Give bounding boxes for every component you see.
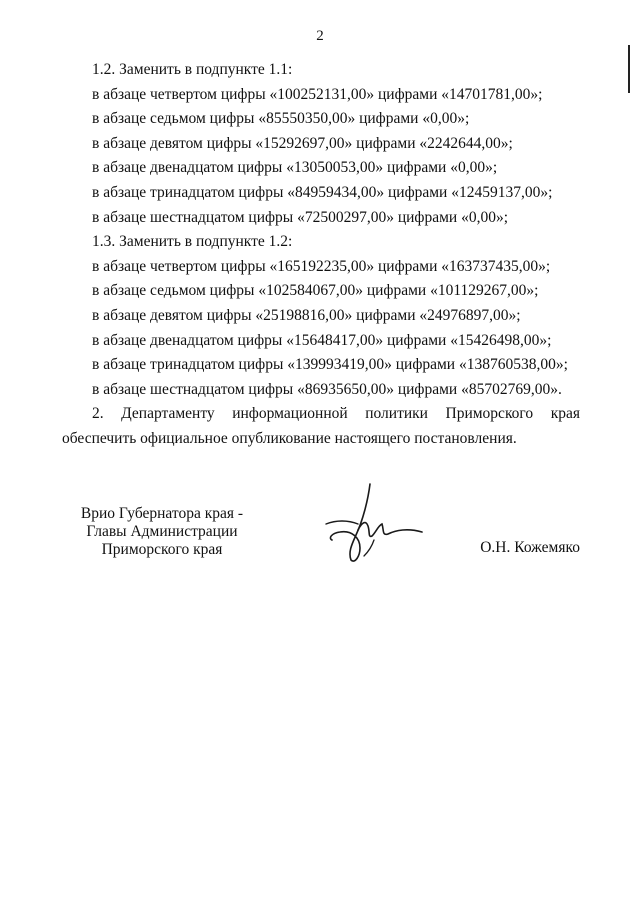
paragraph-line: в абзаце тринадцатом цифры «84959434,00» цифрами «12459137,00»; [92, 183, 553, 201]
page-number: 2 [316, 28, 324, 44]
final-paragraph-line2: обеспечить официальное опубликование настоящего постановления. [62, 429, 517, 447]
paragraph-line: в абзаце двенадцатом цифры «15648417,00» цифрами «15426498,00»; [92, 331, 552, 349]
signatory-title-line2: Главы Администрации [86, 523, 238, 540]
paragraph-line: в абзаце шестнадцатом цифры «72500297,00» цифрами «0,00»; [92, 208, 509, 226]
paragraph-line: в абзаце девятом цифры «25198816,00» цифрами «24976897,00»; [92, 306, 521, 324]
signatory-title [62, 505, 262, 559]
paragraph-line: в абзаце тринадцатом цифры «139993419,00» цифрами «138760538,00»; [92, 356, 568, 374]
document-body [62, 58, 580, 452]
paragraph-line: в абзаце девятом цифры «15292697,00» цифрами «2242644,00»; [92, 134, 513, 152]
final-paragraph-line1: 2. Департаменту информационной политики Приморского края [92, 405, 580, 423]
paragraph-1-3-heading: 1.3. Заменить в подпункте 1.2: [92, 233, 293, 251]
signatory-title-line3: Приморского края [101, 541, 223, 558]
paragraph-line: в абзаце четвертом цифры «100252131,00» цифрами «14701781,00»; [92, 85, 543, 103]
scan-edge-mark [628, 45, 630, 93]
paragraph-line: в абзаце седьмом цифры «102584067,00» цифрами «101129267,00»; [92, 282, 539, 300]
handwritten-signature-icon [318, 480, 428, 565]
paragraph-1-2-heading: 1.2. Заменить в подпункте 1.1: [92, 61, 293, 78]
paragraph-line: в абзаце шестнадцатом цифры «86935650,00» цифрами «85702769,00». [92, 380, 562, 398]
paragraph-line: в абзаце двенадцатом цифры «13050053,00» цифрами «0,00»; [92, 159, 498, 177]
paragraph-line: в абзаце четвертом цифры «165192235,00» цифрами «163737435,00»; [92, 257, 551, 275]
signatory-title-line1: Врио Губернатора края - [80, 505, 244, 522]
signatory-name: О.Н. Кожемяко [480, 539, 580, 556]
paragraph-line: в абзаце седьмом цифры «85550350,00» цифрами «0,00»; [92, 110, 470, 128]
